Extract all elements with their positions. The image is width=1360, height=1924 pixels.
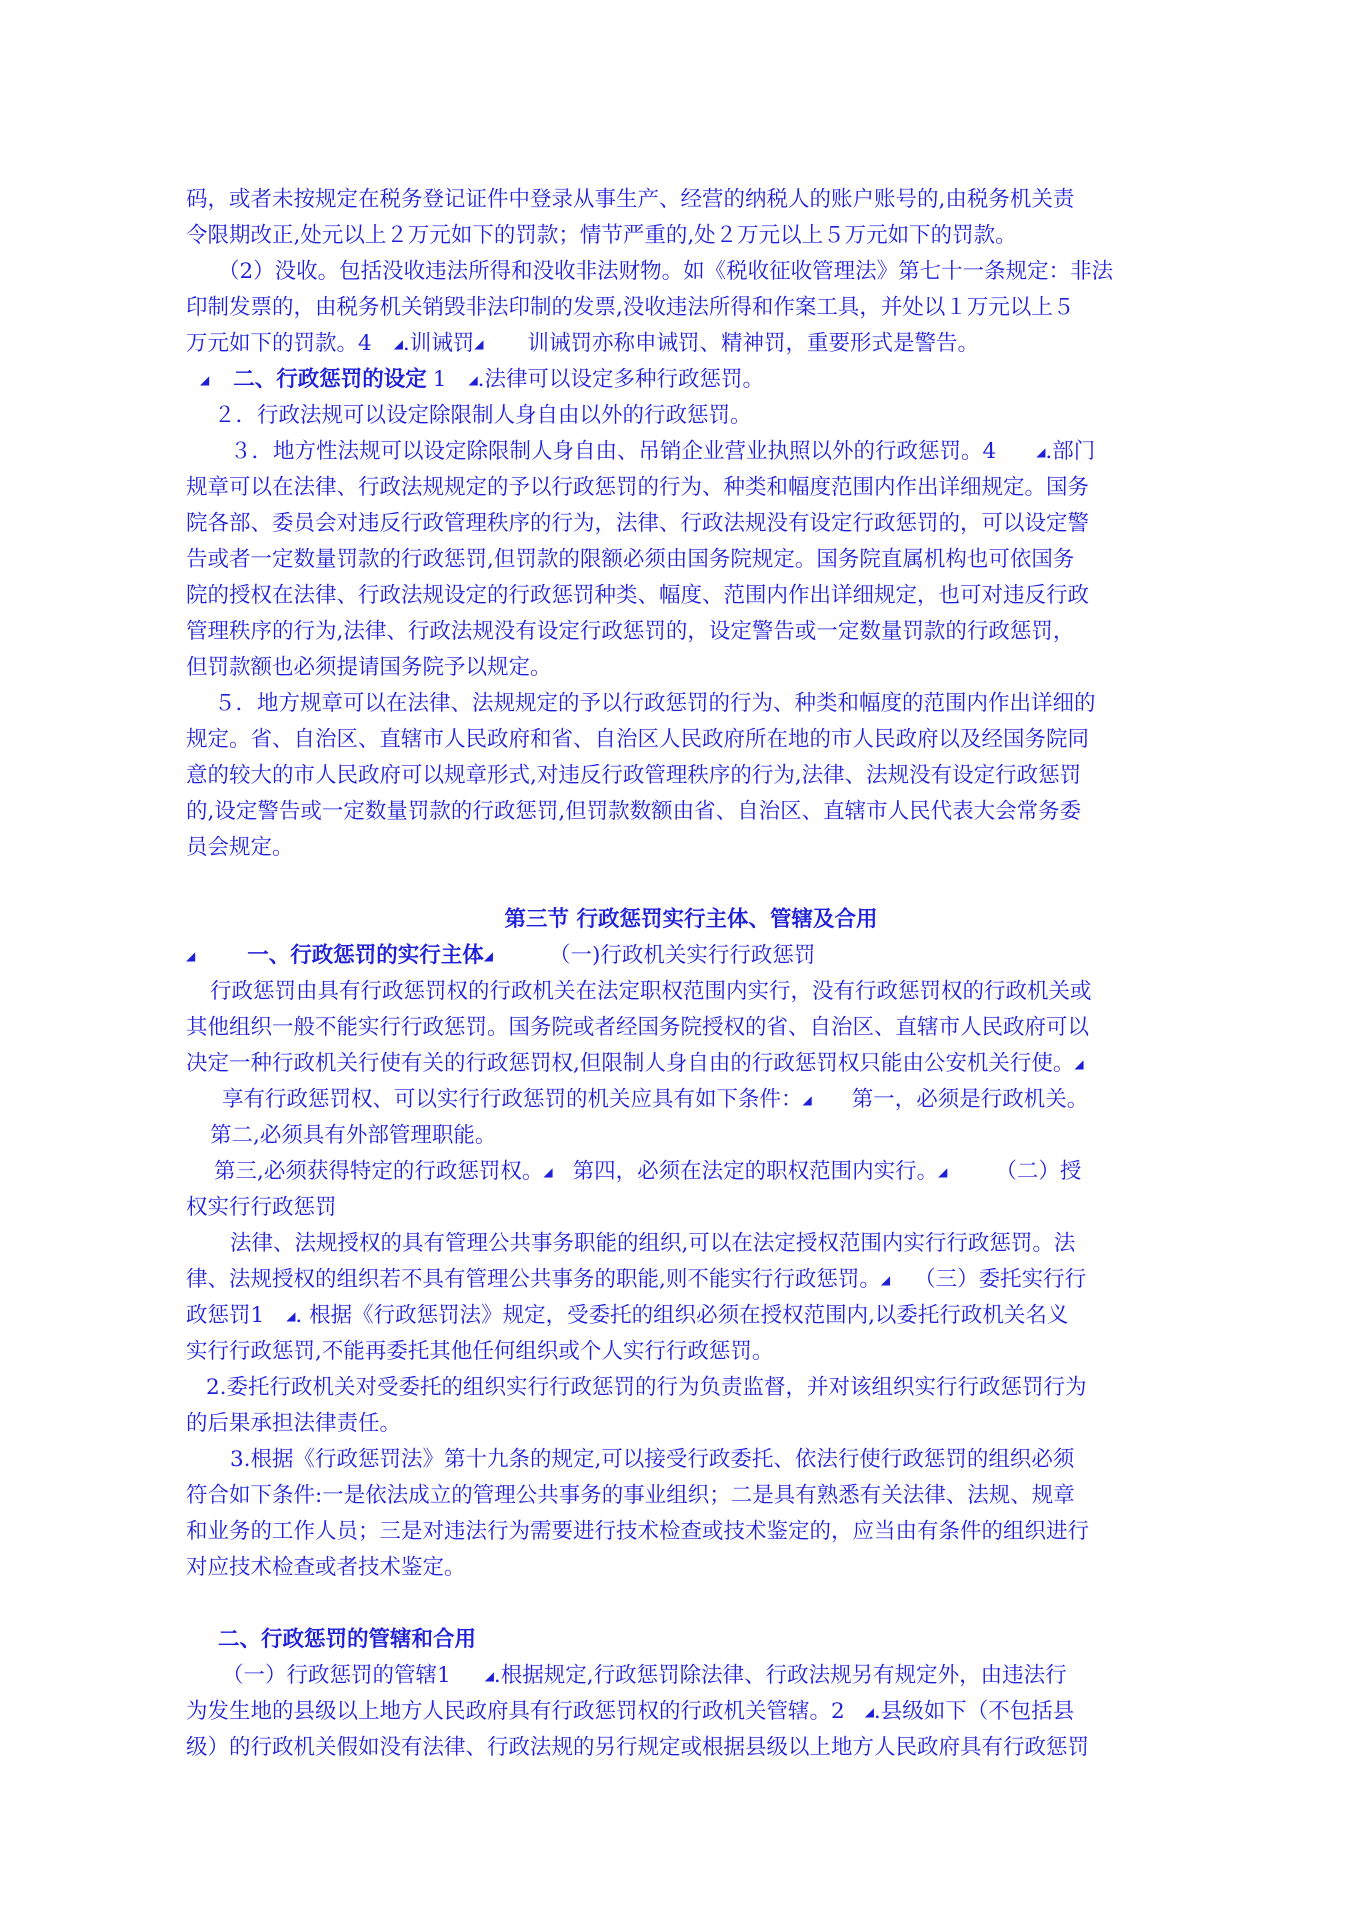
paragraph-8 [186, 974, 1196, 1082]
paragraph-11-a: 第三,必须获得特定的行政惩罚权。 [214, 1159, 544, 1184]
paragraph-mark-icon: ◢ [393, 337, 403, 351]
paragraph-12-line-3-a: 政惩罚1 [186, 1303, 265, 1328]
paragraph-11-b: 第四，必须在法定的职权范围内实行。 [572, 1159, 939, 1184]
paragraph-2-line-3-a: 万元如下的罚款。4 [186, 331, 372, 356]
paragraph-14-line-4: 对应技术检查或者技术鉴定。 [186, 1555, 466, 1580]
paragraph-11-c: （二）授 [995, 1159, 1082, 1184]
paragraph-mark-icon: ◢ [880, 1273, 891, 1287]
paragraph-12 [186, 1226, 1196, 1370]
paragraph-mark-icon: ◢ [200, 373, 210, 387]
paragraph-2 [186, 254, 1196, 362]
paragraph-7-text: （一)行政机关实行行政惩罚 [548, 943, 816, 968]
section-heading-subject: 一、行政惩罚的实行主体 [247, 943, 484, 968]
paragraph-8-line-3 [186, 1046, 1196, 1082]
paragraph-13-line-2: 的后果承担法律责任。 [186, 1411, 402, 1436]
paragraph-6-line-1: ５．地方规章可以在法律、法规规定的予以行政惩罚的行为、种类和幅度的范围内作出详细的 [214, 691, 1096, 716]
paragraph-2-line-1: （2）没收。包括没收违法所得和没收非法财物。如《税收征收管理法》第七十一条规定：非法 [218, 259, 1114, 284]
paragraph-15-line-2-b: .县级如下（不包括县 [873, 1699, 1075, 1724]
paragraph-5-line-1-a: ３．地方性法规可以设定除限制人身自由、吊销企业营业执照以外的行政惩罚。4 [230, 439, 997, 464]
paragraph-9-b: 第一，必须是行政机关。 [851, 1087, 1089, 1112]
paragraph-3-num: 1 [432, 367, 447, 392]
paragraph-15-line-2-a: 为发生地的县级以上地方人民政府具有行政惩罚权的行政机关管辖。2 [186, 1699, 845, 1724]
paragraph-2-line-2: 印制发票的，由税务机关销毁非法印制的发票,没收违法所得和作案工具，并处以１万元以上５ [186, 295, 1075, 320]
paragraph-2-line-3-c: 训诫罚亦称申诫罚、精神罚，重要形式是警告。 [527, 331, 980, 356]
paragraph-8-line-1: 行政惩罚由具有行政惩罚权的行政机关在法定职权范围内实行，没有行政惩罚权的行政机关或 [210, 979, 1092, 1004]
paragraph-12-line-2-a: 律、法规授权的组织若不具有管理公共事务的职能,则不能实行行政惩罚。 [186, 1267, 881, 1292]
paragraph-12-line-3-b: . 根据《行政惩罚法》规定，受委托的组织必须在授权范围内,以委托行政机关名义 [295, 1303, 1069, 1328]
paragraph-5 [186, 434, 1196, 686]
paragraph-15 [186, 1658, 1196, 1766]
paragraph-3-line [186, 362, 1196, 398]
paragraph-mark-icon: ◢ [543, 1165, 553, 1179]
paragraph-6-line-4: 的,设定警告或一定数量罚款的行政惩罚,但罚款数额由省、自治区、直辖市人民代表大会常务委 [186, 799, 1082, 824]
paragraph-10 [186, 1118, 1196, 1154]
section-heading-jurisdiction-text: 二、行政惩罚的管辖和合用 [218, 1627, 477, 1652]
paragraph-12-line-2 [186, 1262, 1196, 1298]
paragraph-14-line-1: 3.根据《行政惩罚法》第十九条的规定,可以接受行政委托、依法行使行政惩罚的组织必须 [230, 1447, 1075, 1472]
paragraph-11-line-1 [186, 1154, 1196, 1190]
paragraph-6-line-5: 员会规定。 [186, 835, 294, 860]
paragraph-mark-icon: ◢ [186, 949, 196, 963]
paragraph-1 [186, 182, 1196, 254]
paragraph-7 [186, 938, 1196, 974]
paragraph-5-line-5: 院的授权在法律、行政法规设定的行政惩罚种类、幅度、范围内作出详细规定，也可对违反行政 [186, 583, 1090, 608]
paragraph-mark-icon: ◢ [1036, 445, 1046, 459]
paragraph-14 [186, 1442, 1196, 1586]
paragraph-1-line-2: 令限期改正,处元以上２万元如下的罚款；情节严重的,处２万元以上５万元如下的罚款。 [186, 223, 1017, 248]
paragraph-mark-icon: ◢ [864, 1705, 874, 1719]
paragraph-15-line-1 [186, 1658, 1196, 1694]
paragraph-6-line-3: 意的较大的市人民政府可以规章形式,对违反行政管理秩序的行为,法律、法规没有设定行政惩罚 [186, 763, 1082, 788]
paragraph-6-line-2: 规定。省、自治区、直辖市人民政府和省、自治区人民政府所在地的市人民政府以及经国务院同 [186, 727, 1090, 752]
paragraph-12-line-2-b: （三）委托实行行 [914, 1267, 1087, 1292]
paragraph-mark-icon: ◢ [474, 337, 484, 351]
paragraph-mark-icon: ◢ [468, 373, 478, 387]
paragraph-5-line-1 [186, 434, 1196, 470]
paragraph-mark-icon: ◢ [484, 1669, 494, 1683]
paragraph-5-line-6: 管理秩序的行为,法律、行政法规没有设定行政惩罚的，设定警告或一定数量罚款的行政惩罚， [186, 619, 1075, 644]
paragraph-12-line-3 [186, 1298, 1196, 1334]
paragraph-14-line-3: 和业务的工作人员；三是对违法行为需要进行技术检查或技术鉴定的，应当由有条件的组织进行 [186, 1519, 1090, 1544]
paragraph-mark-icon: ◢ [483, 949, 493, 963]
paragraph-4 [186, 398, 1196, 434]
paragraph-4-line-1: ２．行政法规可以设定除限制人身自由以外的行政惩罚。 [214, 403, 752, 428]
paragraph-mark-icon: ◢ [802, 1093, 812, 1107]
section-heading-setting: 二、行政惩罚的设定 [233, 367, 427, 392]
paragraph-mark-icon: ◢ [1074, 1057, 1084, 1071]
paragraph-13 [186, 1370, 1196, 1442]
paragraph-13-line-1: 2.委托行政机关对受委托的组织实行行政惩罚的行为负责监督，并对该组织实行行政惩罚行为 [206, 1375, 1087, 1400]
paragraph-3 [186, 362, 1196, 398]
paragraph-9 [186, 1082, 1196, 1118]
paragraph-1-line-1: 码，或者未按规定在税务登记证件中登录从事生产、经营的纳税人的账户账号的,由税务机关责 [186, 187, 1075, 212]
section-heading-jurisdiction [186, 1622, 1196, 1658]
paragraph-15-line-3: 级）的行政机关假如没有法律、行政法规的另行规定或根据县级以上地方人民政府具有行政惩罚 [186, 1735, 1090, 1760]
paragraph-8-line-3-text: 决定一种行政机关行使有关的行政惩罚权,但限制人身自由的行政惩罚权只能由公安机关行使。 [186, 1051, 1075, 1076]
paragraph-12-line-4: 实行行政惩罚,不能再委托其他任何组织或个人实行行政惩罚。 [186, 1339, 774, 1364]
paragraph-15-b: .根据规定,行政惩罚除法律、行政法规另有规定外，由违法行 [493, 1663, 1067, 1688]
paragraph-10-line: 第二,必须具有外部管理职能。 [210, 1123, 497, 1148]
paragraph-5-line-2: 规章可以在法律、行政法规规定的予以行政惩罚的行为、种类和幅度范围内作出详细规定。国务 [186, 475, 1090, 500]
paragraph-15-a: （一）行政惩罚的管辖1 [222, 1663, 451, 1688]
paragraph-mark-icon: ◢ [286, 1309, 296, 1323]
paragraph-2-line-3 [186, 326, 1196, 362]
paragraph-11-line-2: 权实行行政惩罚 [186, 1195, 337, 1220]
paragraph-3-text: .法律可以设定多种行政惩罚。 [477, 367, 765, 392]
section-title: 第三节 行政惩罚实行主体、管辖及合用 [504, 907, 878, 932]
paragraph-7-line [186, 938, 1196, 974]
paragraph-11 [186, 1154, 1196, 1226]
paragraph-5-line-4: 告或者一定数量罚款的行政惩罚,但罚款的限额必须由国务院规定。国务院直属机构也可依国务 [186, 547, 1075, 572]
paragraph-9-line [186, 1082, 1196, 1118]
paragraph-8-line-2: 其他组织一般不能实行行政惩罚。国务院或者经国务院授权的省、自治区、直辖市人民政府可以 [186, 1015, 1090, 1040]
paragraph-mark-icon: ◢ [938, 1165, 948, 1179]
paragraph-2-line-3-b: .训诫罚 [402, 331, 475, 356]
paragraph-9-a: 享有行政惩罚权、可以实行行政惩罚的机关应具有如下条件： [222, 1087, 803, 1112]
paragraph-5-line-1-b: .部门 [1045, 439, 1096, 464]
paragraph-14-line-2: 符合如下条件:一是依法成立的管理公共事务的事业组织；二是具有熟悉有关法律、法规、规章 [186, 1483, 1075, 1508]
paragraph-12-line-1: 法律、法规授权的具有管理公共事务职能的组织,可以在法定授权范围内实行行政惩罚。法 [230, 1231, 1076, 1256]
paragraph-5-line-3: 院各部、委员会对违反行政管理秩序的行为，法律、行政法规没有设定行政惩罚的，可以设定警 [186, 511, 1090, 536]
paragraph-5-line-7: 但罚款额也必须提请国务院予以规定。 [186, 655, 552, 680]
paragraph-15-line-2 [186, 1694, 1196, 1730]
paragraph-6 [186, 686, 1196, 866]
